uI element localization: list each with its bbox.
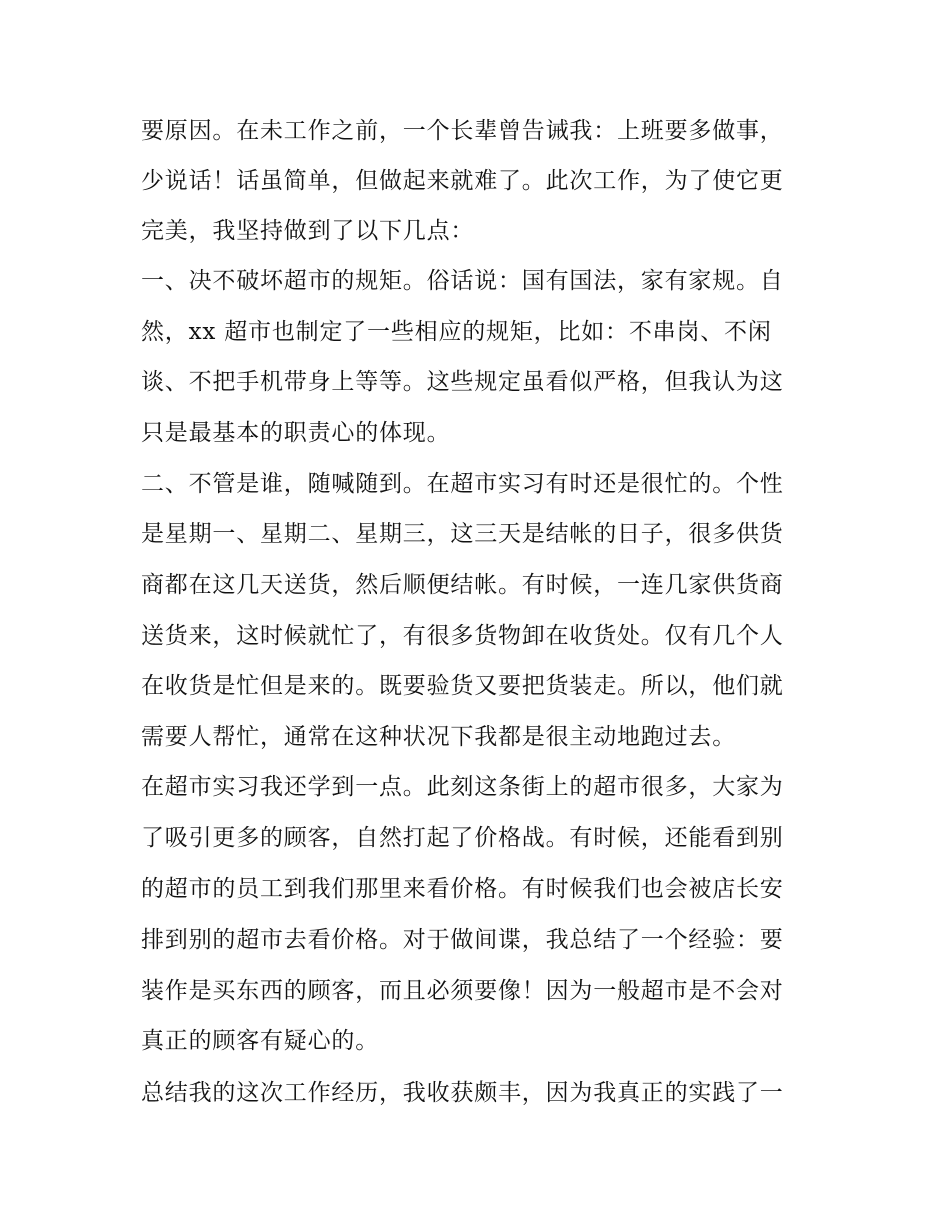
text-line-8: 二、不管是谁，随喊随到。在超市实习有时还是很忙的。个性 xyxy=(141,471,784,497)
text-line-4: 一、决不破坏超市的规矩。俗话说：国有国法，家有家规。自 xyxy=(141,268,784,294)
text-line-17: 排到别的超市去看价格。对于做间谍，我总结了一个经验：要 xyxy=(141,927,784,953)
text-line-6: 谈、不把手机带身上等等。这些规定虽看似严格，但我认为这 xyxy=(141,369,784,395)
text-line-5: 然，xx 超市也制定了一些相应的规矩，比如：不串岗、不闲 xyxy=(141,319,772,345)
text-line-12: 在收货是忙但是来的。既要验货又要把货装走。所以，他们就 xyxy=(141,673,784,699)
text-line-16: 的超市的员工到我们那里来看价格。有时候我们也会被店长安 xyxy=(141,876,784,902)
text-line-15: 了吸引更多的顾客，自然打起了价格战。有时候，还能看到别 xyxy=(141,825,784,851)
text-line-18: 装作是买东西的顾客，而且必须要像！因为一般超市是不会对 xyxy=(141,978,784,1004)
text-line-9: 是星期一、星期二、星期三，这三天是结帐的日子，很多供货 xyxy=(141,521,784,547)
text-line-19: 真正的顾客有疑心的。 xyxy=(141,1028,379,1054)
text-line-2: 少说话！话虽简单，但做起来就难了。此次工作，为了使它更 xyxy=(141,168,784,194)
text-line-10: 商都在这几天送货，然后顺便结帐。有时候，一连几家供货商 xyxy=(141,572,784,598)
text-line-1: 要原因。在未工作之前，一个长辈曾告诫我：上班要多做事， xyxy=(141,118,784,144)
text-line-14: 在超市实习我还学到一点。此刻这条街上的超市很多，大家为 xyxy=(141,774,784,800)
text-line-13: 需要人帮忙，通常在这种状况下我都是很主动地跑过去。 xyxy=(141,724,736,750)
text-line-3: 完美，我坚持做到了以下几点： xyxy=(141,218,475,244)
text-line-7: 只是最基本的职责心的体现。 xyxy=(141,420,451,446)
text-line-20: 总结我的这次工作经历，我收获颇丰，因为我真正的实践了一 xyxy=(141,1080,784,1106)
text-line-11: 送货来，这时候就忙了，有很多货物卸在收货处。仅有几个人 xyxy=(141,623,784,649)
